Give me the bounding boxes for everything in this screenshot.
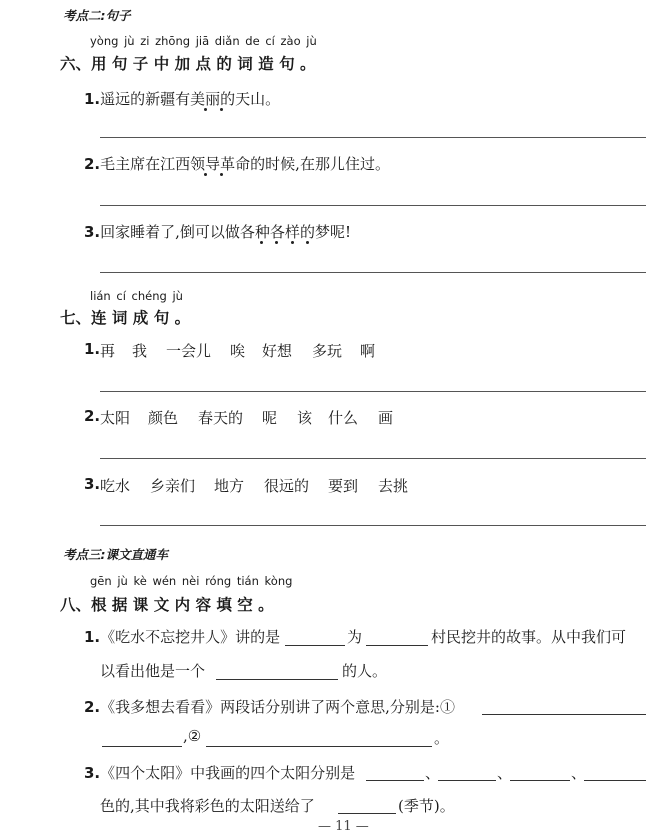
s6-item-1: [84, 88, 280, 109]
word-chip: 好想: [262, 342, 293, 360]
item-number: 2.: [84, 698, 101, 716]
fill-blank[interactable]: [584, 780, 646, 781]
item-text: 的天山。: [220, 90, 281, 108]
word-chip: 唉: [230, 342, 246, 360]
item-number: 1.: [84, 628, 101, 646]
emphasis-dot: [306, 241, 309, 244]
section-7-pinyin: lián cí chéng jù: [90, 289, 183, 303]
emphasis-dot: [275, 241, 278, 244]
word-chip: 画: [378, 409, 394, 427]
answer-line[interactable]: [100, 525, 646, 526]
word-chip: 春天的: [198, 409, 244, 427]
emphasis-dot: [204, 108, 207, 111]
item-text: 毛主席在江西: [100, 155, 191, 173]
item-number: 3.: [84, 764, 101, 782]
emphasis-dot: [220, 108, 223, 111]
word-chip: 很远的: [264, 477, 310, 495]
word-chip: 颜色: [148, 409, 179, 427]
answer-line[interactable]: [100, 205, 646, 206]
item-number: 1.: [84, 340, 101, 358]
question-text: 《四个太阳》中我画的四个太阳分别是: [100, 764, 356, 782]
item-number: 3.: [84, 475, 101, 493]
question-text: ,②: [183, 727, 202, 745]
emphasis-dot: [220, 173, 223, 176]
question-text: 《我多想去看看》两段话分别讲了两个意思,分别是:①: [100, 698, 455, 716]
section-6-pinyin: yòng jù zi zhōng jiā diǎn de cí zào jù: [90, 34, 317, 48]
kaodian-3-label: 考点三:课文直通车: [63, 547, 168, 562]
word-chip: 该: [297, 409, 313, 427]
word-chip: 一会儿: [166, 342, 212, 360]
emphasis-dot: [260, 241, 263, 244]
fill-blank[interactable]: [438, 780, 496, 781]
word-chip: 呢: [262, 409, 278, 427]
item-number: 2.: [84, 155, 101, 173]
s6-item-3: [84, 221, 351, 242]
question-text: 色的,其中我将彩色的太阳送给了: [100, 797, 315, 815]
section-7-title: 七、连 词 成 句 。: [60, 309, 191, 327]
section-8-title: 八、根 据 课 文 内 容 填 空 。: [60, 596, 274, 614]
dotted-word: 领导: [190, 155, 221, 173]
word-chip: 吃水: [100, 477, 131, 495]
fill-blank[interactable]: [216, 679, 338, 680]
s8-q3-line1: [84, 762, 355, 783]
question-text: 为: [347, 628, 363, 646]
separator: 、: [571, 764, 587, 782]
question-text: 村民挖井的故事。从中我们可: [431, 628, 627, 646]
question-text: 的人。: [342, 662, 388, 680]
fill-blank[interactable]: [482, 714, 646, 715]
word-chip: 去挑: [378, 477, 409, 495]
emphasis-dot: [291, 241, 294, 244]
kaodian-2-label: 考点二:句子: [63, 8, 131, 23]
item-number: 3.: [84, 223, 101, 241]
word-chip: 乡亲们: [150, 477, 196, 495]
page-number: — 11 —: [318, 819, 369, 834]
fill-blank[interactable]: [285, 645, 345, 646]
dotted-word: 美丽: [190, 90, 221, 108]
item-text: 革命的时候,在那儿住过。: [220, 155, 390, 173]
s8-q2-line1: [84, 696, 455, 717]
item-text: 遥远的新疆有: [100, 90, 191, 108]
question-text: 。: [434, 729, 450, 747]
fill-blank[interactable]: [366, 780, 424, 781]
s8-q1-line1: [84, 626, 280, 647]
item-number: 1.: [84, 90, 101, 108]
word-chip: 什么: [328, 409, 359, 427]
item-text: 回家睡着了,倒可以做: [100, 223, 240, 241]
word-chip: 多玩: [312, 342, 343, 360]
item-text: 的梦呢!: [299, 223, 351, 241]
separator: 、: [497, 764, 513, 782]
question-text: (季节)。: [398, 797, 455, 815]
fill-blank[interactable]: [338, 813, 396, 814]
section-8-pinyin: gēn jù kè wén nèi róng tián kòng: [90, 574, 293, 588]
answer-line[interactable]: [100, 137, 646, 138]
s7-item-3: [84, 475, 100, 493]
word-chip: 地方: [214, 477, 245, 495]
word-chip: 太阳: [100, 409, 131, 427]
emphasis-dot: [204, 173, 207, 176]
s6-item-2: [84, 153, 390, 174]
separator: 、: [425, 764, 441, 782]
section-6-title: 六、用 句 子 中 加 点 的 词 造 句 。: [60, 55, 316, 73]
answer-line[interactable]: [100, 458, 646, 459]
fill-blank[interactable]: [366, 645, 428, 646]
word-chip: 我: [132, 342, 148, 360]
item-number: 2.: [84, 407, 101, 425]
s7-item-1: [84, 340, 100, 358]
word-chip: 再: [100, 342, 116, 360]
s7-item-2: [84, 407, 100, 425]
question-text: 以看出他是一个: [100, 662, 206, 680]
word-chip: 啊: [360, 342, 376, 360]
fill-blank[interactable]: [510, 780, 570, 781]
fill-blank[interactable]: [102, 746, 182, 747]
question-text: 《吃水不忘挖井人》讲的是: [100, 628, 281, 646]
answer-line[interactable]: [100, 272, 646, 273]
word-chip: 要到: [328, 477, 359, 495]
fill-blank[interactable]: [206, 746, 432, 747]
dotted-word: 各种各样: [239, 223, 300, 241]
answer-line[interactable]: [100, 391, 646, 392]
